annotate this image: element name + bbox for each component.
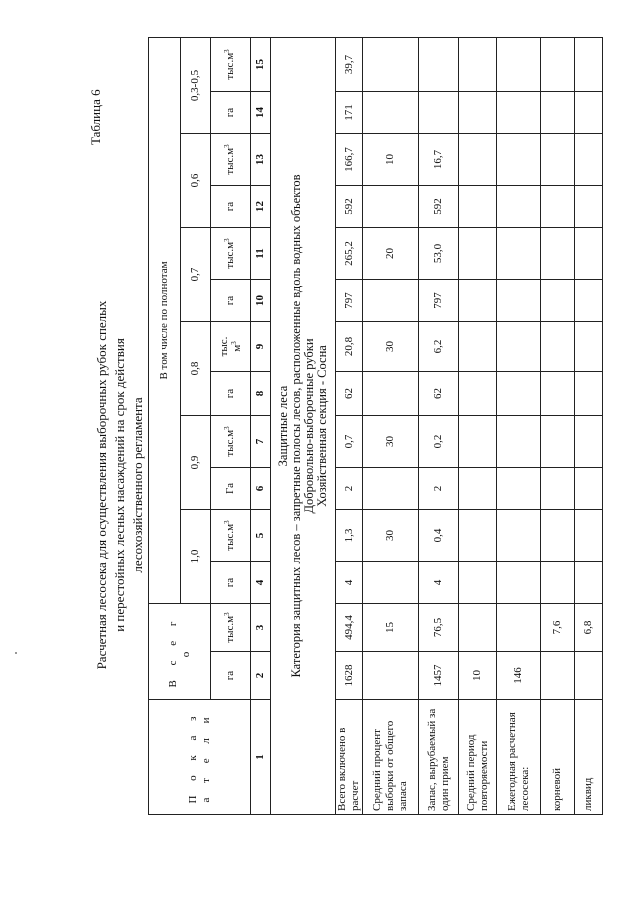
density-header: 0,7: [181, 228, 211, 322]
column-number: 7: [251, 416, 271, 468]
table-cell: 20: [363, 228, 419, 280]
column-number: 5: [251, 510, 271, 562]
table-cell: [363, 562, 419, 604]
table-cell: 592: [336, 186, 363, 228]
section-line: Хозяйственная секция - Сосна: [315, 345, 329, 507]
table-row: [575, 37, 603, 814]
indicators-header: П о к а з а т е л и: [149, 700, 251, 815]
section-caption: [271, 37, 336, 814]
unit-ha: га: [211, 280, 251, 322]
table-cell: 62: [419, 372, 459, 416]
table-cell: [419, 92, 459, 134]
data-table: [148, 37, 603, 815]
density-header: 0,6: [181, 134, 211, 228]
column-number: 3: [251, 604, 271, 652]
table-cell: [541, 652, 575, 700]
column-number: 13: [251, 134, 271, 186]
table-cell: [541, 416, 575, 468]
table-cell: [575, 186, 603, 228]
table-cell: 265,2: [336, 228, 363, 280]
row-label: Средний период повторяемости: [459, 700, 497, 815]
table-cell: [575, 652, 603, 700]
column-number: 2: [251, 652, 271, 700]
section-line: Добровольно-выборочные рубки: [302, 338, 316, 514]
table-body: [336, 37, 603, 814]
table-cell: 4: [419, 562, 459, 604]
table-cell: [541, 280, 575, 322]
table-cell: [497, 228, 541, 280]
table-cell: [575, 468, 603, 510]
column-number: 1: [251, 700, 271, 815]
unit-tm: $тыс.м^3$: [211, 37, 251, 91]
column-number: 14: [251, 92, 271, 134]
table-cell: [575, 510, 603, 562]
table-title: [93, 125, 147, 845]
table-cell: 166,7: [336, 134, 363, 186]
table-cell: [459, 37, 497, 91]
table-cell: 10: [459, 652, 497, 700]
table-cell: [459, 280, 497, 322]
table-cell: [575, 322, 603, 372]
column-number: 12: [251, 186, 271, 228]
table-cell: [497, 322, 541, 372]
table-cell: 592: [419, 186, 459, 228]
table-cell: [497, 37, 541, 91]
table-cell: 53,0: [419, 228, 459, 280]
table-cell: [459, 562, 497, 604]
unit-ha: га: [211, 372, 251, 416]
table-cell: 1457: [419, 652, 459, 700]
table-cell: 30: [363, 322, 419, 372]
table-cell: [575, 37, 603, 91]
table-cell: 7,6: [541, 604, 575, 652]
row-label: корневой: [541, 700, 575, 815]
table-cell: [459, 510, 497, 562]
table-cell: [497, 280, 541, 322]
unit-ha: га: [211, 652, 251, 700]
table-cell: 6,2: [419, 322, 459, 372]
table-cell: 30: [363, 510, 419, 562]
table-cell: 797: [419, 280, 459, 322]
table-cell: [363, 186, 419, 228]
table-cell: 171: [336, 92, 363, 134]
table-cell: 30: [363, 416, 419, 468]
table-cell: [497, 186, 541, 228]
section-row: [271, 37, 336, 814]
column-number: 11: [251, 228, 271, 280]
table-cell: [459, 134, 497, 186]
column-number: 15: [251, 37, 271, 91]
table-cell: [459, 372, 497, 416]
table-cell: [575, 562, 603, 604]
table-cell: [575, 92, 603, 134]
table-cell: [541, 372, 575, 416]
table-row: [459, 37, 497, 814]
table-cell: [575, 134, 603, 186]
table-cell: [459, 604, 497, 652]
table-cell: 20,8: [336, 322, 363, 372]
density-header: 0,8: [181, 322, 211, 416]
table-cell: [541, 322, 575, 372]
table-cell: [459, 322, 497, 372]
table-cell: 16,7: [419, 134, 459, 186]
unit-ha: га: [211, 92, 251, 134]
unit-tm: тыс. $м^3$: [211, 322, 251, 372]
table-cell: 4: [336, 562, 363, 604]
table-cell: [363, 372, 419, 416]
unit-ha: Га: [211, 468, 251, 510]
table-cell: [497, 92, 541, 134]
unit-tm: $тыс.м^3$: [211, 416, 251, 468]
table-cell: [541, 134, 575, 186]
table-cell: [363, 468, 419, 510]
table-cell: [363, 92, 419, 134]
table-cell: [459, 92, 497, 134]
table-cell: [575, 416, 603, 468]
table-cell: 2: [336, 468, 363, 510]
title-line: лесохозяйственного регламента: [130, 397, 145, 573]
table-cell: [497, 416, 541, 468]
table-row: [363, 37, 419, 814]
table-cell: [541, 37, 575, 91]
unit-tm: $тыс.м^3$: [211, 604, 251, 652]
table-cell: 10: [363, 134, 419, 186]
by-density-header: В том числе по полнотам: [149, 37, 181, 603]
total-header: В с е г о: [149, 604, 211, 700]
table-cell: [459, 228, 497, 280]
column-number: 10: [251, 280, 271, 322]
table-cell: 6,8: [575, 604, 603, 652]
density-header: 0,3-0,5: [181, 37, 211, 133]
table-cell: [575, 372, 603, 416]
section-line: Категория защитных лесов – запретные полосы лесов, расположенные вдоль водных объектов: [289, 174, 303, 678]
table-cell: 797: [336, 280, 363, 322]
table-cell: [575, 280, 603, 322]
unit-tm: $тыс.м^3$: [211, 228, 251, 280]
table-cell: [459, 468, 497, 510]
table-cell: [497, 604, 541, 652]
table-cell: [541, 468, 575, 510]
table-cell: [363, 652, 419, 700]
table-cell: 39,7: [336, 37, 363, 91]
table-cell: 1,3: [336, 510, 363, 562]
table-cell: [497, 468, 541, 510]
table-cell: 0,7: [336, 416, 363, 468]
table-cell: [459, 186, 497, 228]
density-header: 0,9: [181, 416, 211, 510]
unit-ha: га: [211, 186, 251, 228]
column-number: 6: [251, 468, 271, 510]
column-number: 8: [251, 372, 271, 416]
row-label: Запас, вырубаемый за один прием: [419, 700, 459, 815]
table-number: Таблица 6: [88, 89, 103, 145]
table-cell: [497, 372, 541, 416]
table-row: [336, 37, 363, 814]
table-cell: 62: [336, 372, 363, 416]
table-cell: [497, 510, 541, 562]
section-line: Защитные леса: [276, 385, 290, 467]
table-cell: [575, 228, 603, 280]
table-cell: 15: [363, 604, 419, 652]
title-line: и перестойных лесных насаждений на срок действия: [112, 338, 127, 632]
unit-tm: $тыс.м^3$: [211, 510, 251, 562]
table-cell: [363, 280, 419, 322]
table-cell: 146: [497, 652, 541, 700]
table-cell: [541, 510, 575, 562]
row-label: Ежегодная расчетная лесосека:: [497, 700, 541, 815]
row-label: Всего включено в расчет: [336, 700, 363, 815]
table-cell: 0,2: [419, 416, 459, 468]
table-cell: [541, 92, 575, 134]
table-row: [419, 37, 459, 814]
unit-ha: га: [211, 562, 251, 604]
row-label: ликвид: [575, 700, 603, 815]
table-cell: [497, 134, 541, 186]
table-cell: 76,5: [419, 604, 459, 652]
table-cell: 1628: [336, 652, 363, 700]
density-header: 1,0: [181, 510, 211, 604]
table-cell: 0,4: [419, 510, 459, 562]
unit-tm: $тыс.м^3$: [211, 134, 251, 186]
column-number: 4: [251, 562, 271, 604]
table-cell: [541, 562, 575, 604]
column-numbers-row: [251, 37, 271, 814]
table-cell: [541, 186, 575, 228]
table-row: [541, 37, 575, 814]
row-label: Средний процент выборки от общего запаса: [363, 700, 419, 815]
table-cell: [541, 228, 575, 280]
table-cell: [363, 37, 419, 91]
table-cell: [419, 37, 459, 91]
column-number: 9: [251, 322, 271, 372]
title-line: Расчетная лесосека для осуществления выборочных рубок спелых: [94, 300, 109, 670]
table-cell: [459, 416, 497, 468]
table-cell: 494,4: [336, 604, 363, 652]
table-cell: [497, 562, 541, 604]
table-cell: 2: [419, 468, 459, 510]
table-row: [497, 37, 541, 814]
